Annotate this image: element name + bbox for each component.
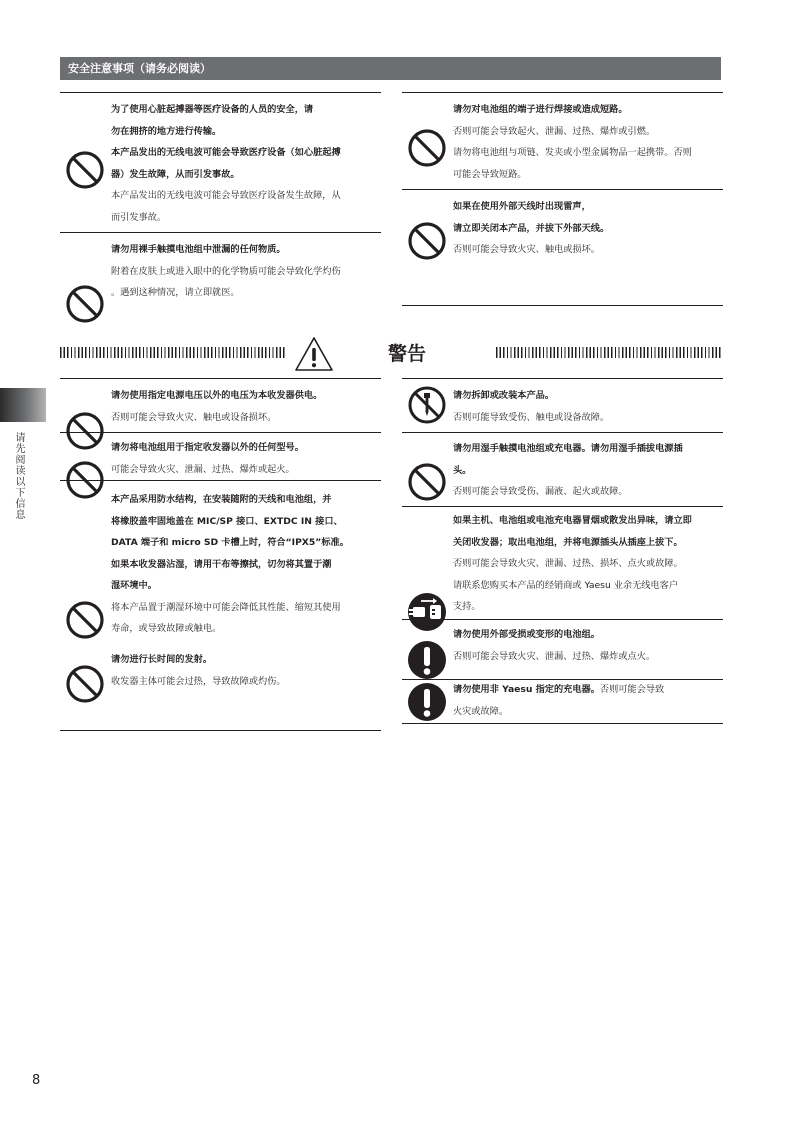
- entry-body: 请勿将电池组与项链、发夹或小型金属物品一起携带。否则: [453, 147, 692, 158]
- warning-triangle-icon: [294, 336, 334, 376]
- safety-entry: [60, 480, 381, 646]
- bottom-left-column: [60, 378, 381, 732]
- entry-body: 火灾或故障。: [453, 705, 509, 717]
- entry-text: [453, 99, 723, 185]
- entry-line: [453, 679, 723, 701]
- side-tab-marker: [0, 388, 46, 422]
- entry-body: 请联系您购买本产品的经销商或 Yaesu 业余无线电客户: [453, 579, 679, 591]
- divider-line: [402, 305, 723, 306]
- entry-text: [453, 679, 723, 722]
- bottom-right-column: [402, 378, 723, 726]
- prohibition-icon: [65, 600, 105, 640]
- safety-entry: [402, 92, 723, 189]
- entry-heading: 请勿进行长时间的发射。: [111, 654, 213, 665]
- divider-line: [60, 730, 381, 731]
- safety-entry: [402, 619, 723, 679]
- entry-text: [453, 438, 723, 503]
- entry-body: 否则可能会导致火灾、触电或损坏。: [453, 244, 600, 255]
- prohibition-icon: [407, 462, 447, 502]
- section-header: [60, 57, 721, 80]
- entry-text: [453, 385, 723, 428]
- entry-body: 否则可能会导致火灾、泄漏、过热、爆炸或点火。: [453, 650, 656, 662]
- prohibition-icon: [65, 150, 105, 190]
- safety-entry: [402, 506, 723, 619]
- entry-heading: 器）发生故障，从而引发事故。: [111, 168, 240, 180]
- prohibition-icon: [407, 221, 447, 261]
- entry-body: 而引发事故。: [111, 211, 167, 223]
- no-disassembly-icon: [407, 385, 447, 425]
- safety-entry: [60, 646, 381, 730]
- entry-heading: DATA 端子和 micro SD 卡槽上时，符合“IPX5”标准。: [111, 537, 349, 548]
- divider-bars: [60, 347, 286, 358]
- entry-heading: 关闭收发器；取出电池组，并将电源插头从插座上拔下。: [453, 536, 683, 548]
- entry-text: [453, 624, 723, 667]
- entry-text: [111, 649, 381, 692]
- entry-text: [453, 196, 723, 261]
- entry-heading: 请勿使用指定电源电压以外的电压为本收发器供电。: [111, 390, 323, 401]
- safety-entry: [60, 92, 381, 232]
- entry-body: 支持。: [453, 601, 481, 612]
- prohibition-icon: [65, 664, 105, 704]
- entry-heading: 请勿使用外部受损或变形的电池组。: [453, 629, 600, 640]
- divider-line: [402, 723, 723, 724]
- entry-heading: 将橡胶盖牢固地盖在 MIC/SP 接口、EXTDC IN 接口、: [111, 515, 343, 527]
- entry-heading: 本产品采用防水结构，在安装随附的天线和电池组，并: [111, 494, 332, 505]
- entry-text: [111, 239, 381, 304]
- entry-body: 收发器主体可能会过热，导致故障或灼伤。: [111, 675, 286, 687]
- side-tab-text: 请先阅读以下信息: [13, 432, 24, 520]
- entry-body: 可能会导致短路。: [453, 168, 527, 180]
- safety-entry: [402, 679, 723, 723]
- entry-heading: 勿在拥挤的地方进行传输。: [111, 125, 222, 137]
- safety-entry: [60, 378, 381, 432]
- entry-heading: 请立即关闭本产品，并拔下外部天线。: [453, 222, 610, 234]
- entry-body: 附着在皮肤上或进入眼中的化学物质可能会导致化学灼伤: [111, 265, 341, 277]
- entry-heading: 请勿用湿手触摸电池组或充电器。请勿用湿手插拔电源插: [453, 443, 683, 454]
- entry-body: 否则可能导致受伤、触电或设备故障。: [453, 411, 610, 423]
- entry-body: 寿命，或导致故障或触电。: [111, 623, 222, 634]
- entry-heading: 请勿拆卸或改装本产品。: [453, 390, 555, 401]
- entry-text: [111, 385, 381, 428]
- entry-text: [453, 510, 723, 618]
- top-right-column: [402, 92, 723, 306]
- section-title: 安全注意事项（请务必阅读）: [68, 62, 211, 75]
- entry-body: 否则可能会导致火灾、触电或设备损坏。: [111, 411, 277, 423]
- entry-body: 可能会导致火灾、泄漏、过热、爆炸或起火。: [111, 463, 295, 475]
- entry-body: 否则可能会导致: [599, 684, 665, 695]
- entry-body: 否则可能会导致火灾、泄漏、过热、损坏、点火或故障。: [453, 558, 683, 569]
- entry-body: 将本产品置于潮湿环境中可能会降低其性能、缩短其使用: [111, 601, 341, 613]
- entry-heading: 如果主机、电池组或电池充电器冒烟或散发出异味，请立即: [453, 515, 692, 526]
- prohibition-icon: [65, 284, 105, 324]
- safety-entry: [402, 378, 723, 432]
- entry-heading: 头。: [453, 464, 472, 476]
- entry-heading: 请勿使用非 Yaesu 指定的充电器。: [453, 684, 600, 695]
- page-number: 8: [32, 1073, 41, 1088]
- entry-heading: 本产品发出的无线电波可能会导致医疗设备（如心脏起搏: [111, 147, 341, 158]
- entry-body: 。遇到这种情况，请立即就医。: [111, 287, 240, 298]
- entry-text: [111, 489, 381, 640]
- entry-heading: 请勿将电池组用于指定收发器以外的任何型号。: [111, 442, 304, 453]
- entry-heading: 请勿对电池组的端子进行焊接或造成短路。: [453, 104, 628, 115]
- entry-heading: 为了使用心脏起搏器等医疗设备的人员的安全，请: [111, 104, 314, 115]
- warning-label: 警告: [388, 343, 427, 365]
- entry-body: 否则可能会导致起火、泄漏、过热、爆炸或引燃。: [453, 125, 656, 137]
- exclamation-icon: [407, 682, 447, 722]
- entry-heading: 请勿用裸手触摸电池组中泄漏的任何物质。: [111, 244, 286, 255]
- entry-heading: 如果在使用外部天线时出现雷声，: [453, 201, 591, 212]
- safety-entry: [60, 232, 381, 324]
- entry-text: [111, 437, 381, 480]
- entry-body: 否则可能会导致受伤、漏液、起火或故障。: [453, 486, 628, 497]
- entry-heading: 如果本收发器沾湿，请用干布等擦拭，切勿将其置于潮: [111, 558, 332, 570]
- safety-entry: [402, 432, 723, 506]
- prohibition-icon: [407, 128, 447, 168]
- entry-body: 本产品发出的无线电波可能会导致医疗设备发生故障，从: [111, 190, 341, 201]
- warning-divider: [60, 336, 721, 372]
- safety-entry: [402, 189, 723, 305]
- entry-heading: 湿环境中。: [111, 580, 157, 591]
- entry-text: [111, 99, 381, 228]
- divider-bars: [496, 347, 721, 358]
- top-left-column: [60, 92, 381, 324]
- safety-entry: [60, 432, 381, 480]
- exclamation-icon: [407, 640, 447, 680]
